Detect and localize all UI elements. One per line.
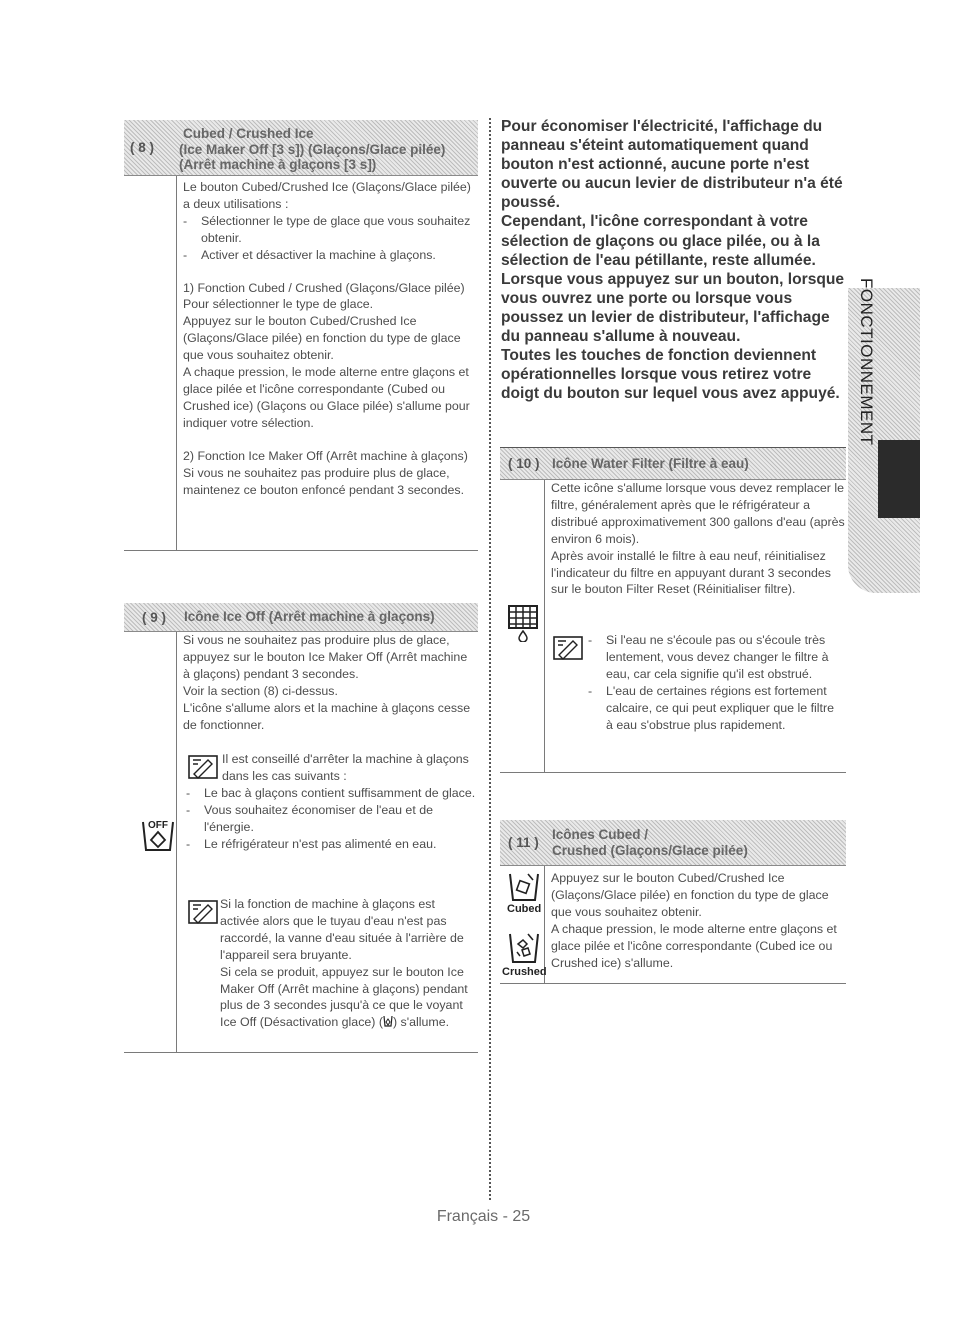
- ice-off-inline-icon: [383, 1015, 393, 1027]
- section-8-divider: [176, 176, 177, 550]
- section-10-divider: [544, 480, 545, 772]
- section-9-bottom-rule: [124, 1052, 478, 1053]
- cubed-icon-label: Cubed: [507, 903, 542, 915]
- section-9-body: Si vous ne souhaitez pas produire plus de glace, appuyez sur le bouton Ice Maker Off (Arrêt machine à glaçons) pendant 3 secondes. Voir la section (8) ci-dessus. L'icône s'allume alors et la machine à glaçons cesse de fonctionner.: [183, 633, 471, 732]
- section-9-note1: Il est conseillé d'arrêter la machine à glaçons dans les cas suivants : - Le bac à glaçons contient suffisamment de glace. - Vous souhaitez économiser de l'eau et de l'énergie. - Le réfrigérateur n'est pas alimenté en eau.: [186, 752, 476, 851]
- section-11-number: ( 11 ): [508, 835, 539, 850]
- section-10-body: Cette icône s'allume lorsque vous devez remplacer le filtre, généralement après que le réfrigérateur a distribué approximativement 300 gallons d'eau (après environ 6 mois). Après avoir installé le filtre à eau neuf, réinitialisez l'indicateur du filtre en appuyant durant 3 secondes sur le bouton Filter Reset (Réinitialiser filtre).: [551, 481, 845, 597]
- page-footer: Français - 25: [436, 1208, 531, 1225]
- note-icon: [553, 636, 583, 660]
- crushed-icon-label: Crushed: [502, 966, 547, 978]
- section-8-number: ( 8 ): [130, 140, 155, 155]
- side-tab-label: FONCTIONNEMENT: [857, 278, 876, 446]
- section-10-header: [500, 447, 846, 480]
- section-8-title: Cubed / Crushed Ice (Ice Maker Off [3 s]) (Glaçons/Glace pilée) (Arrêt machine à glaçons [3 s]): [179, 126, 446, 172]
- section-9-number: ( 9 ): [142, 609, 167, 625]
- column-divider: [489, 118, 491, 1200]
- side-tab-dark-block: [878, 440, 920, 518]
- section-8-header: [124, 120, 478, 176]
- section-11-bottom-rule: [500, 983, 846, 984]
- water-filter-icon: [507, 604, 539, 642]
- section-9-header: [124, 603, 478, 632]
- section-10-bottom-rule: [500, 772, 846, 773]
- section-11-title: Icônes Cubed / Crushed (Glaçons/Glace pilée): [552, 827, 748, 858]
- section-8-bottom-rule: [124, 550, 478, 551]
- section-11-header: [500, 820, 846, 866]
- crushed-ice-icon: [508, 930, 540, 964]
- section-10-number: ( 10 ): [508, 456, 540, 471]
- section-9-title: Icône Ice Off (Arrêt machine à glaçons): [184, 609, 435, 624]
- section-10-title: Icône Water Filter (Filtre à eau): [552, 456, 749, 471]
- section-8-body: Le bouton Cubed/Crushed Ice (Glaçons/Glace pilée) a deux utilisations : - Sélectionner le type de glace que vous souhaitez obtenir. - Activer et désactiver la machine à glaçons. 1) Fonction Cubed / Crushed (Glaçons/Glace pilée) Pour sélectionner le type de glace. Appuyez sur le bouton Cubed/Crushed Ice (Glaçons/Glace pilée) en fonction du type de glace que vous souhaitez obtenir. A chaque pression, le mode alterne entre glaçons et glace pilée et l'icône correspondante (Cubed ou Crushed ice) (Glaçons ou Glace pilée) s'allume pour indiquer votre sélection. 2) Fonction Ice Maker Off (Arrêt machine à glaçons) Si vous ne souhaitez pas produire plus de glace, maintenez ce bouton enfoncé pendant 3 secondes.: [183, 179, 477, 498]
- section-9-divider: [176, 632, 177, 1052]
- cubed-ice-icon: [508, 870, 540, 902]
- section-10-note: - Si l'eau ne s'écoule pas ou s'écoule très lentement, vous devez changer le filtre à eau, car cela signifie qu'il est obstrué. - L'eau de certaines régions est fortement calcaire, ce qui peut expliquer que le filtre à eau s'obstrue plus rapidement.: [588, 633, 834, 732]
- section-8-sub1-title: 1) Fonction Cubed / Crushed (Glaçons/Glace pilée): [183, 280, 465, 295]
- section-9-note2: Si la fonction de machine à glaçons est activée alors que le tuyau d'eau n'est pas raccordé, la vanne d'eau située à l'arrière de l'appareil sera bruyante. Si cela se produit, appuyez sur le bouton Ice Maker Off (Arrêt machine à glaçons) pendant plus de 3 secondes jusqu'à ce que le voyant Ice Off (Désactivation glace) ( ) s'allume.: [220, 897, 468, 1030]
- energy-saving-paragraph: Pour économiser l'électricité, l'affichage du panneau s'éteint automatiquement quand bouton n'est actionné, aucune porte n'est ouverte ou aucun levier de distributeur n'a été poussé. Cependant, l'icône correspondant à votre sélection de glaçons ou glace pilée, ou à la sélection de l'eau pétillante, reste allumée. Lorsque vous appuyez sur un bouton, lorsque vous ouvrez une porte ou lorsque vous poussez un levier de distributeur, l'affichage du panneau s'allume à nouveau. Toutes les touches de fonction deviennent opérationnelles lorsque vous retirez votre doigt du bouton sur lequel vous avez appuyé.: [501, 118, 845, 403]
- section-11-body: Appuyez sur le bouton Cubed/Crushed Ice (Glaçons/Glace pilée) en fonction du type de glace que vous souhaitez obtenir. A chaque pression, le mode alterne entre glaçons et glace pilée et l'icône correspondante (Cubed ice ou Crushed ice) s'allume.: [551, 871, 837, 970]
- note-icon: [188, 900, 218, 924]
- ice-off-icon-text: OFF: [148, 820, 168, 831]
- ice-off-icon: [141, 816, 175, 856]
- section-8-sub2-title: 2) Fonction Ice Maker Off (Arrêt machine à glaçons): [183, 448, 468, 463]
